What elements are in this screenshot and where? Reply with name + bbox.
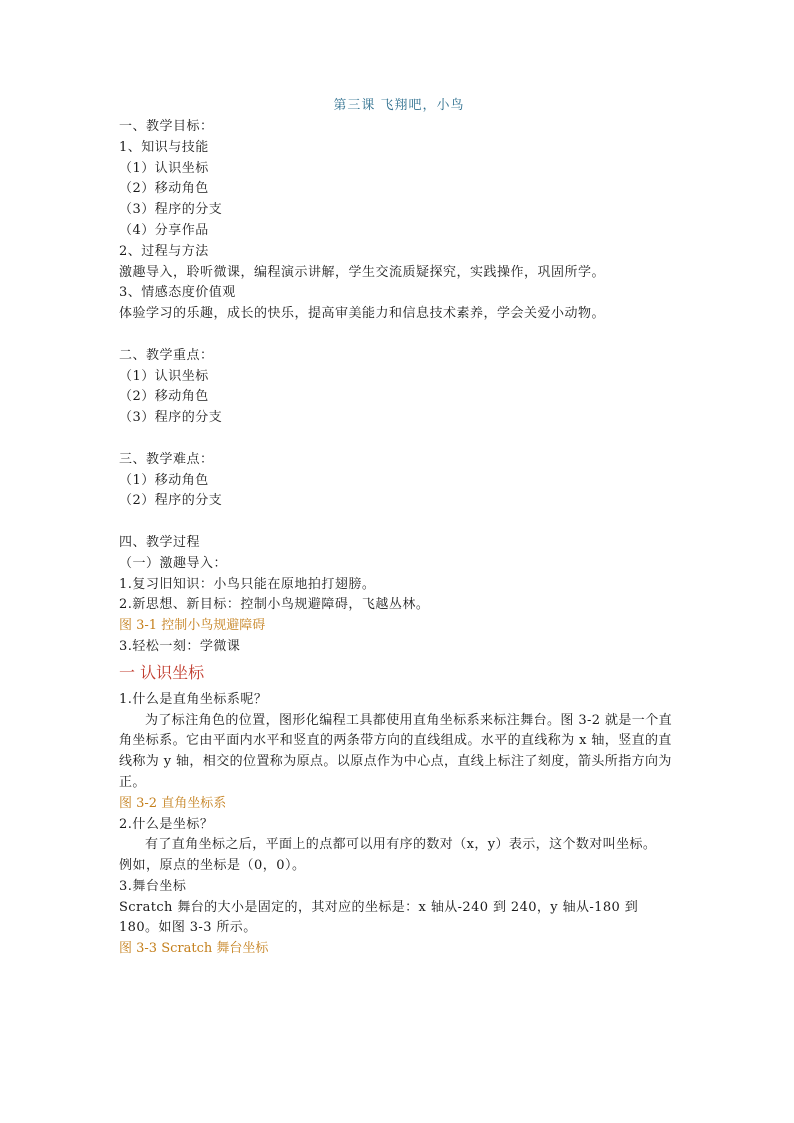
question-cartesian: 1.什么是直角坐标系呢？ (119, 691, 268, 707)
paragraph-cartesian: 为了标注角色的位置，图形化编程工具都使用直角坐标系来标注舞台。图 3-2 就是一个直角坐标系。它由平面内水平和竖直的两条带方向的直线组成。水平的直线称为 x 轴，竖直的直线称为 y 轴，相交的位置称为原点。以原点作为中心点，直线上标注了刻度，箭头所指方向为正。 (119, 712, 672, 790)
page-title: 第三课 飞翔吧，小鸟 (333, 98, 465, 113)
list-item: （3）程序的分支 (119, 202, 223, 218)
key-points-heading: 二、教学重点： (119, 347, 214, 363)
figure-caption-3-1: 图 3-1 控制小鸟规避障碍 (119, 618, 266, 634)
paragraph-origin-example: 例如，原点的坐标是（0，0）。 (119, 858, 306, 874)
attitude-heading: 3、情感态度价值观 (119, 285, 236, 301)
paragraph-coordinate: 有了直角坐标之后，平面上的点都可以用有序的数对（x，y）表示，这个数对叫坐标。 (145, 837, 657, 853)
list-item: （2）移动角色 (119, 181, 209, 197)
document-body (119, 95, 679, 960)
list-item: （3）程序的分支 (119, 410, 223, 426)
list-item: （2）程序的分支 (119, 493, 223, 509)
step-review: 1.复习旧知识：小鸟只能在原地拍打翅膀。 (119, 576, 376, 592)
process-text: 激趣导入，聆听微课，编程演示讲解，学生交流质疑探究，实践操作，巩固所学。 (119, 264, 606, 280)
attitude-text: 体验学习的乐趣，成长的快乐，提高审美能力和信息技术素养，学会关爱小动物。 (119, 306, 606, 322)
coordinates-heading: 一 认识坐标 (119, 662, 205, 682)
knowledge-heading: 1、知识与技能 (119, 139, 209, 155)
difficulties-heading: 三、教学难点： (119, 451, 214, 467)
question-coordinate: 2.什么是坐标？ (119, 816, 214, 832)
list-item: （4）分享作品 (119, 222, 209, 238)
figure-caption-3-2: 图 3-2 直角坐标系 (119, 795, 227, 811)
list-item: （1）认识坐标 (119, 160, 209, 176)
teaching-process-heading: 四、教学过程 (119, 534, 201, 550)
question-stage-coordinates: 3.舞台坐标 (119, 878, 187, 894)
intro-subheading: （一）激趣导入： (119, 555, 228, 571)
process-heading: 2、过程与方法 (119, 243, 209, 259)
step-microlesson: 3.轻松一刻：学微课 (119, 638, 241, 654)
list-item: （1）移动角色 (119, 472, 209, 488)
objectives-heading: 一、教学目标： (119, 119, 214, 134)
figure-caption-3-3: 图 3-3 Scratch 舞台坐标 (119, 941, 269, 957)
step-new-goal: 2.新思想、新目标：控制小鸟规避障碍，飞越丛林。 (119, 597, 430, 613)
list-item: （2）移动角色 (119, 389, 209, 405)
list-item: （1）认识坐标 (119, 368, 209, 384)
paragraph-stage-coordinates: Scratch 舞台的大小是固定的，其对应的坐标是：x 轴从-240 到 240，y 轴从-180 到 180。如图 3-3 所示。 (119, 899, 639, 936)
